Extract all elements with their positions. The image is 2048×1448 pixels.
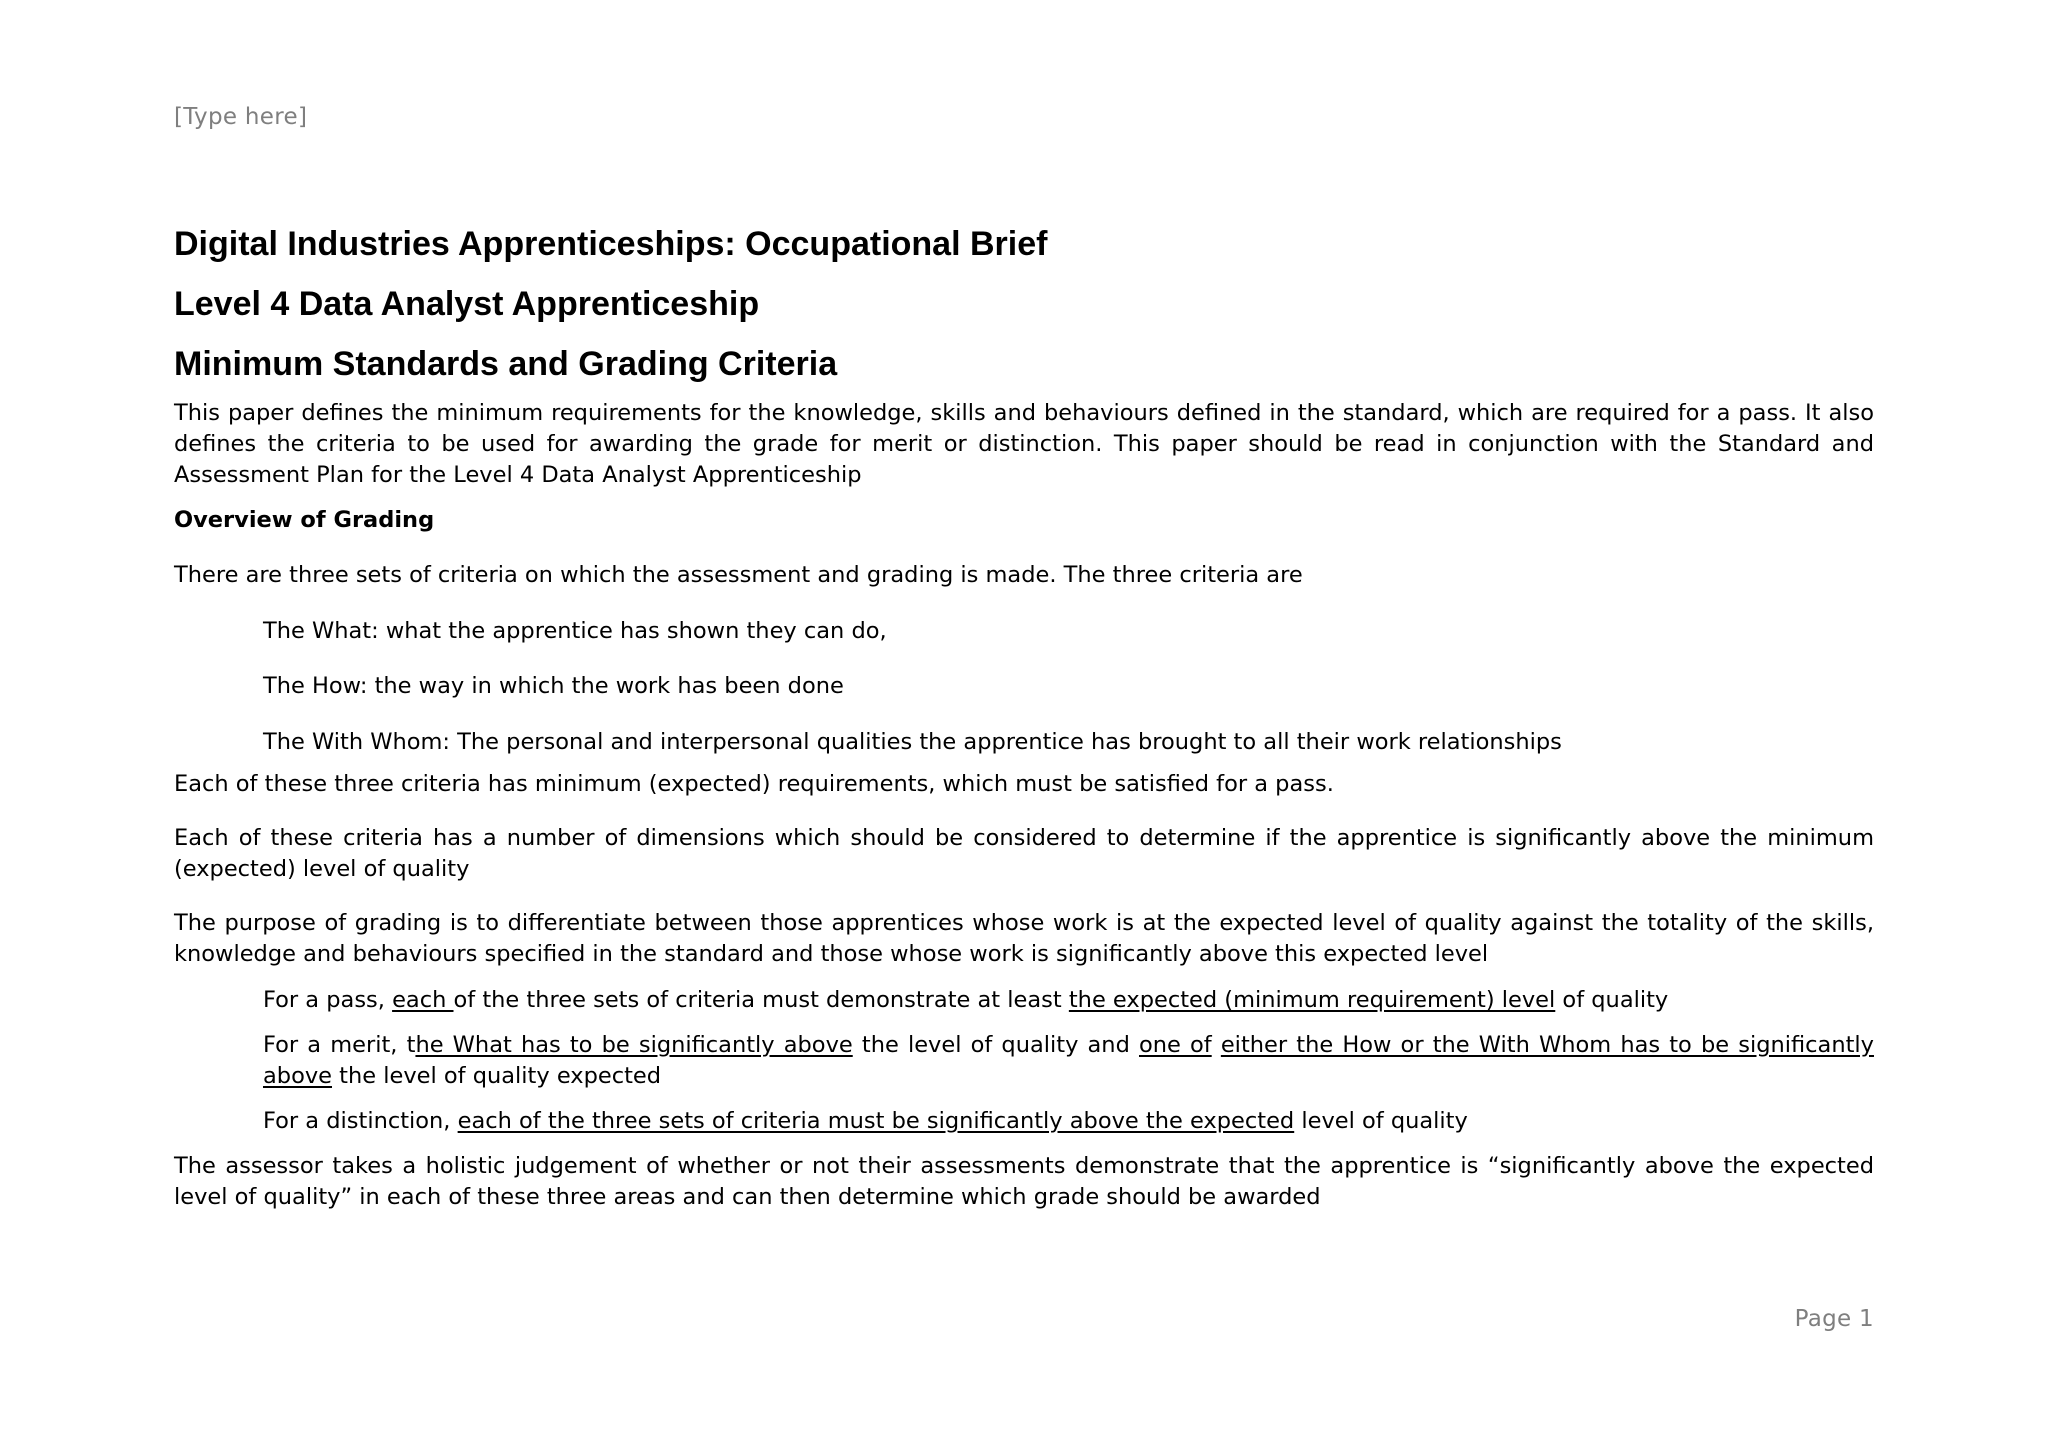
intro-paragraph: This paper defines the minimum requirements for the knowledge, skills and behaviours defined in the standard, which are required for a pass. It also defines the criteria to be used for awarding the grade for merit or distinction. This paper should be read in conjunction with the Standard and Assessment Plan for the Level 4 Data Analyst Apprenticeship <box>174 400 1874 488</box>
merit-underline-2: one of <box>1139 1032 1212 1058</box>
distinction-criteria-paragraph <box>174 1106 1874 1137</box>
minimum-requirements-paragraph: Each of these three criteria has minimum (expected) requirements, which must be satisfied for a pass. <box>174 771 1334 797</box>
closing-paragraph: The assessor takes a holistic judgement of whether or not their assessments demonstrate that the apprentice is “significantly above the expected level of quality” in each of these three areas and can then determine which grade should be awarded <box>174 1153 1874 1210</box>
pass-text-2: of the three sets of criteria must demonstrate at least <box>453 987 1069 1013</box>
merit-underline-3: either the How or the With Whom has to be significantly above <box>263 1032 1874 1089</box>
document-subtitle: Level 4 Data Analyst Apprenticeship <box>174 285 760 323</box>
pass-underline-1: each <box>392 987 454 1013</box>
distinction-underline-1: each of the three sets of criteria must be significantly above the expected <box>457 1108 1295 1134</box>
dimensions-paragraph: Each of these criteria has a number of dimensions which should be considered to determine if the apprentice is significantly above the minimum (expected) level of quality <box>174 825 1874 882</box>
merit-text-4: the level of quality expected <box>332 1063 662 1089</box>
distinction-text-2: level of quality <box>1294 1108 1468 1134</box>
criteria-intro-paragraph: There are three sets of criteria on which the assessment and grading is made. The three criteria are <box>174 562 1303 588</box>
section-title: Minimum Standards and Grading Criteria <box>174 345 838 383</box>
distinction-text-1: For a distinction, <box>263 1108 458 1134</box>
header-placeholder[interactable]: [Type here] <box>174 104 308 130</box>
merit-underline-1: he What has to be significantly above <box>415 1032 853 1058</box>
merit-text-3 <box>1212 1032 1221 1058</box>
criteria-item-with-whom: The With Whom: The personal and interpersonal qualities the apprentice has brought to all their work relationships <box>263 729 1562 755</box>
purpose-paragraph: The purpose of grading is to differentiate between those apprentices whose work is at the expected level of quality against the totality of the skills, knowledge and behaviours specified in the standard and those whose work is significantly above this expected level <box>174 910 1874 967</box>
merit-criteria-paragraph <box>174 1030 1874 1092</box>
pass-text-1: For a pass, <box>263 987 393 1013</box>
overview-heading: Overview of Grading <box>174 507 435 533</box>
pass-text-3: of quality <box>1555 987 1669 1013</box>
pass-criteria-paragraph <box>174 985 1874 1016</box>
merit-text-1: For a merit, t <box>263 1032 416 1058</box>
criteria-item-what: The What: what the apprentice has shown they can do, <box>263 618 887 644</box>
merit-text-2: the level of quality and <box>852 1032 1139 1058</box>
page-number: Page 1 <box>1794 1306 1874 1332</box>
document-title: Digital Industries Apprenticeships: Occupational Brief <box>174 225 1048 263</box>
document-body <box>174 224 1874 1213</box>
criteria-item-how: The How: the way in which the work has been done <box>263 673 844 699</box>
pass-underline-2: the expected (minimum requirement) level <box>1068 987 1556 1013</box>
